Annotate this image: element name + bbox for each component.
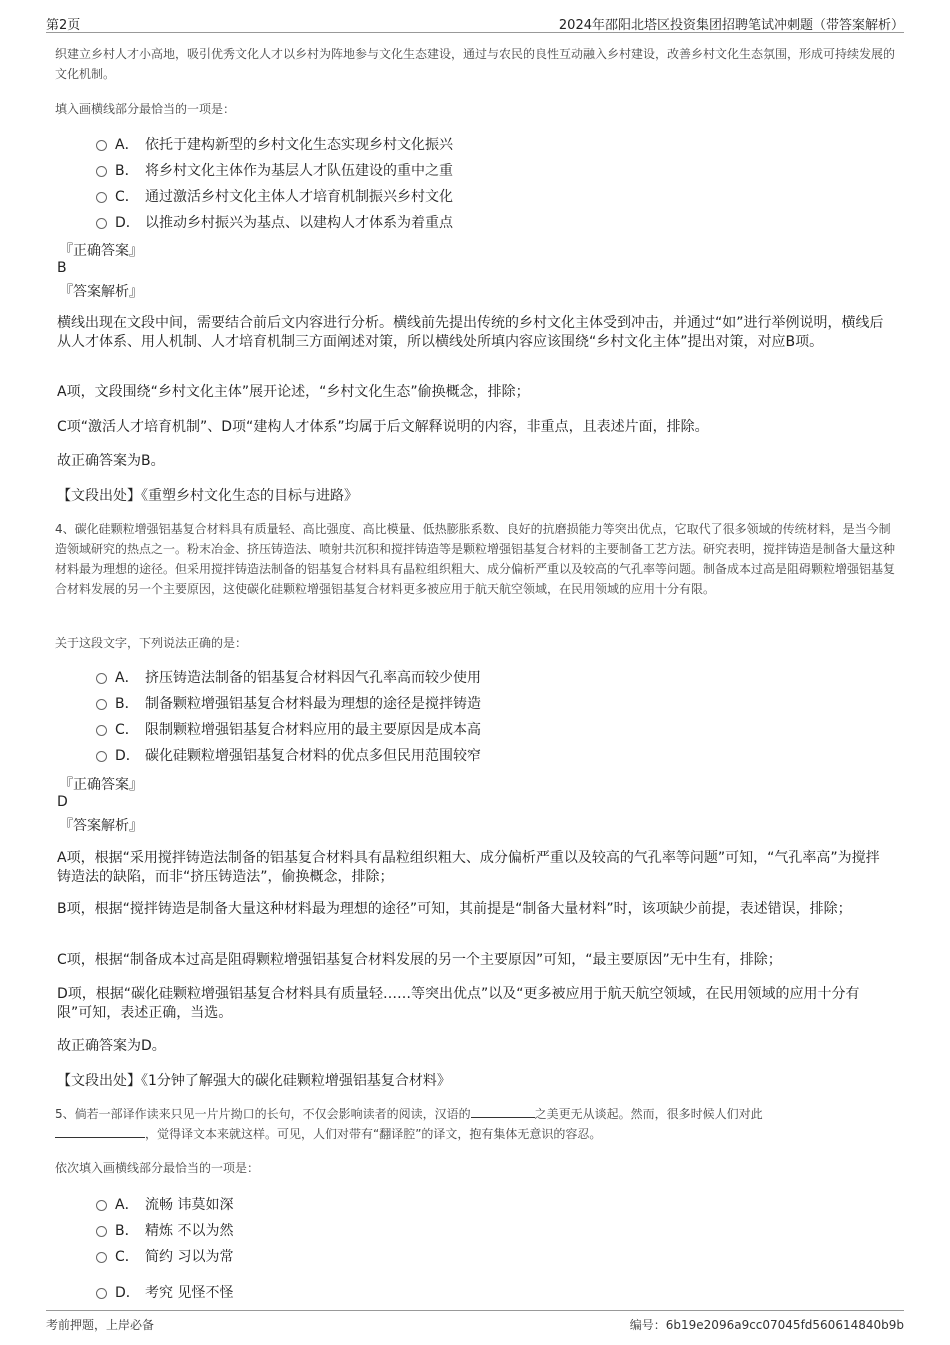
q3-option-d[interactable]: D． 以推动乡村振兴为基点、以建构人才体系为着重点 [96, 212, 453, 234]
radio-icon[interactable] [96, 1200, 107, 1211]
q5-stem: 5、倘若一部译作读来只见一片片拗口的长句，不仅会影响读者的阅读，汉语的 之美更无从谈起。然而，很多时候人们对此 ，觉得译文本来就这样。可见，人们对带有“翻译腔”的译文，抱有集体无意识的容忍。 [55, 1107, 763, 1141]
q4-option-c[interactable]: C． 限制颗粒增强铝基复合材料应用的最主要原因是成本高 [96, 719, 481, 741]
q5-option-b[interactable]: B． 精炼 不以为然 [96, 1220, 233, 1242]
q3-answer: B [57, 260, 67, 276]
q4-stem: 4、碳化硅颗粒增强铝基复合材料具有质量轻、高比强度、高比模量、低热膨胀系数、良好的抗磨损能力等突出优点，它取代了很多领域的传统材料，是当今制造领域研究的热点之一。粉末冶金、挤压铸造法、喷射共沉积和搅拌铸造等是颗粒增强铝基复合材料的主要制备工艺方法。研究表明，搅拌铸造是制备大量这种材料最为理想的途径。但采用搅拌铸造法制备的铝基复合材料具有晶粒组织粗大、成分偏析严重以及较高的气孔率等问题。制备成本过高是阻碍颗粒增强铝基复合材料发展的另一个主要原因，这使碳化硅颗粒增强铝基复合材料更多被应用于航天航空领域，在民用领域的应用十分有限。 [55, 522, 896, 596]
q5-option-c[interactable]: C． 简约 习以为常 [96, 1246, 233, 1268]
radio-icon[interactable] [96, 751, 107, 762]
footer-slogan: 考前押题，上岸必备 [46, 1318, 155, 1332]
q3-analysis-p4: 故正确答案为B。 [57, 453, 165, 469]
q4-analysis-label: 『答案解析』 [59, 818, 143, 834]
q3-analysis-p1: 横线出现在文段中间，需要结合前后文内容进行分析。横线前先提出传统的乡村文化主体受到冲击，并通过“如”进行举例说明，横线后从人才体系、用人机制、人才培育机制三方面阐述对策，所以横线处所填内容应该围绕“乡村文化主体”提出对策，对应B项。 [57, 315, 884, 350]
radio-icon[interactable] [96, 1252, 107, 1263]
q3-answer-label: 『正确答案』 [59, 243, 143, 259]
document-title: 2024年邵阳北塔区投资集团招聘笔试冲刺题（带答案解析） [558, 18, 904, 33]
radio-icon[interactable] [96, 1226, 107, 1237]
page-footer [46, 1310, 904, 1337]
radio-icon[interactable] [96, 725, 107, 736]
q3-option-b[interactable]: B． 将乡村文化主体作为基层人才队伍建设的重中之重 [96, 160, 453, 182]
blank-1[interactable] [471, 1105, 535, 1118]
q3-stem-tail: 织建立乡村人才小高地，吸引优秀文化人才以乡村为阵地参与文化生态建设，通过与农民的良性互动融入乡村建设，改善乡村文化生态氛围，形成可持续发展的文化机制。 [55, 47, 896, 81]
q4-prompt: 关于这段文字，下列说法正确的是： [55, 636, 248, 650]
q4-answer-label: 『正确答案』 [59, 777, 143, 793]
q4-option-b[interactable]: B． 制备颗粒增强铝基复合材料最为理想的途径是搅拌铸造 [96, 693, 481, 715]
q4-analysis-p1: A项，根据“采用搅拌铸造法制备的铝基复合材料具有晶粒组织粗大、成分偏析严重以及较高的气孔率等问题”可知，“气孔率高”为搅拌铸造法的缺陷，而非“挤压铸造法”，偷换概念，排除； [57, 850, 880, 885]
document-code: 编号：6b19e2096a9cc07045fd560614840b9b [629, 1318, 904, 1332]
radio-icon[interactable] [96, 218, 107, 229]
q5-option-d[interactable]: D． 考究 见怪不怪 [96, 1282, 233, 1304]
q4-option-d[interactable]: D． 碳化硅颗粒增强铝基复合材料的优点多但民用范围较窄 [96, 745, 481, 767]
radio-icon[interactable] [96, 192, 107, 203]
q3-analysis-p2: A项，文段围绕“乡村文化主体”展开论述，“乡村文化生态”偷换概念，排除； [57, 384, 530, 400]
q4-answer: D [57, 794, 68, 810]
radio-icon[interactable] [96, 140, 107, 151]
q4-source: 【文段出处】《1分钟了解强大的碳化硅颗粒增强铝基复合材料》 [57, 1073, 451, 1089]
page-number: 第2页 [46, 18, 81, 33]
radio-icon[interactable] [96, 673, 107, 684]
q5-prompt: 依次填入画横线部分最恰当的一项是： [55, 1161, 260, 1175]
q3-prompt: 填入画横线部分最恰当的一项是： [55, 102, 236, 116]
q3-source: 【文段出处】《重塑乡村文化生态的目标与进路》 [57, 488, 358, 504]
q5-option-a[interactable]: A． 流畅 讳莫如深 [96, 1194, 233, 1216]
blank-2[interactable] [55, 1125, 145, 1138]
q3-option-a[interactable]: A． 依托于建构新型的乡村文化生态实现乡村文化振兴 [96, 134, 453, 156]
q4-option-a[interactable]: A． 挤压铸造法制备的铝基复合材料因气孔率高而较少使用 [96, 667, 481, 689]
q4-analysis-p2: B项，根据“搅拌铸造是制备大量这种材料最为理想的途径”可知，其前提是“制备大量材料”时，该项缺少前提，表述错误，排除； [57, 901, 852, 917]
q3-analysis-p3: C项“激活人才培育机制”、D项“建构人才体系”均属于后文解释说明的内容，非重点，且表述片面，排除。 [57, 419, 709, 435]
radio-icon[interactable] [96, 166, 107, 177]
page-header [46, 10, 904, 33]
q4-analysis-p3: C项，根据“制备成本过高是阻碍颗粒增强铝基复合材料发展的另一个主要原因”可知，“最主要原因”无中生有，排除； [57, 952, 782, 968]
q4-analysis-p5: 故正确答案为D。 [57, 1038, 166, 1054]
q3-option-c[interactable]: C． 通过激活乡村文化主体人才培育机制振兴乡村文化 [96, 186, 453, 208]
q4-analysis-p4: D项，根据“碳化硅颗粒增强铝基复合材料具有质量轻……等突出优点”以及“更多被应用于航天航空领域，在民用领域的应用十分有限”可知，表述正确，当选。 [57, 986, 860, 1021]
radio-icon[interactable] [96, 1288, 107, 1299]
radio-icon[interactable] [96, 699, 107, 710]
q3-analysis-label: 『答案解析』 [59, 284, 143, 300]
